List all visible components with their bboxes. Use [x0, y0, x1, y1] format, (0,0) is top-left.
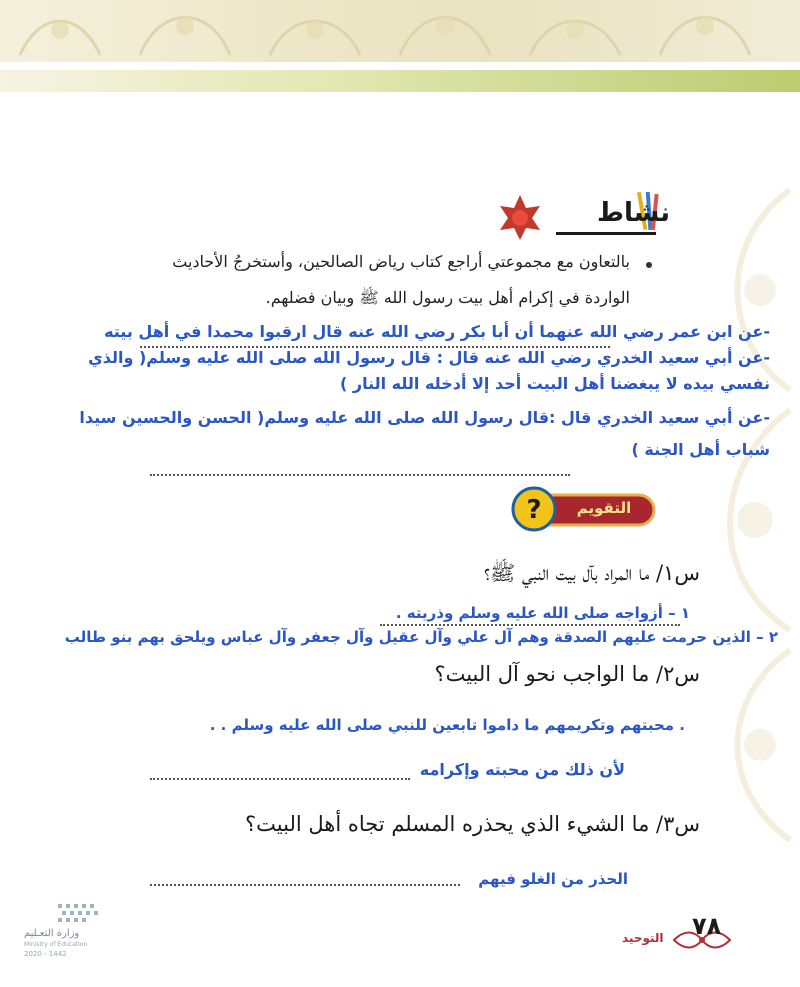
question-3-answer-1: الحذر من الغلو فيهم: [478, 870, 628, 888]
activity-answer-2: -عن أبي سعيد الخدري رضي الله عنه قال : قال رسول الله صلى الله عليه وسلم( والذي: [88, 348, 770, 367]
assessment-badge-label: التقويم: [576, 499, 632, 517]
activity-instruction-line2: الواردة في إكرام أهل بيت رسول الله ﷺ وبيان فضلهم.: [265, 288, 630, 307]
activity-answer-3: نفسي بيده لا يبغضنا أهل البيت أحد إلا أدخله الله النار ): [339, 374, 770, 393]
answer-line: [380, 624, 680, 626]
question-2-answer-1: . محبتهم وتكريمهم ما داموا تابعين للنبي صلى الله عليه وسلم . .: [209, 716, 685, 734]
answer-line: [150, 884, 460, 886]
ministry-name-english: Ministry of Education: [24, 941, 88, 948]
question-2: س٢/ ما الواجب نحو آل البيت؟: [434, 662, 700, 686]
activity-answer-1: -عن ابن عمر رضي الله عنهما أن أبا بكر رضي الله عنه قال ارقبوا محمدا في أهل بيته: [104, 322, 770, 341]
header-floral-pattern: [0, 0, 800, 62]
side-ornament: [680, 150, 800, 850]
question-3: س٣/ ما الشيء الذي يحذره المسلم تجاه أهل البيت؟: [245, 812, 700, 836]
assessment-badge: [510, 485, 658, 533]
activity-answer-4: -عن أبي سعيد الخدري قال :قال رسول الله صلى الله عليه وسلم( الحسن والحسين سيدا: [79, 408, 770, 427]
question-2-answer-2: لأن ذلك من محبته وإكرامه: [419, 760, 625, 779]
question-1: س١/ ما المراد بآل بيت النبي ﷺ؟: [484, 561, 700, 585]
header-green-stripe: [0, 70, 800, 92]
answer-line: [150, 474, 570, 476]
question-1-answer-2: ٢ – الذين حرمت عليهم الصدقة وهم آل علي وآل عقيل وآل جعفر وآل عباس ويلحق بهم بنو طالب: [64, 628, 778, 646]
header-ornament-band: [0, 0, 800, 62]
subject-name: التوحيد: [622, 931, 664, 945]
activity-answer-5: شباب أهل الجنة ): [631, 440, 770, 459]
activity-title: نشاط: [597, 198, 670, 228]
activity-instruction-line1: بالتعاون مع مجموعتي أراجع كتاب رياض الصالحين، وأستخرجُ الأحاديث: [172, 252, 630, 271]
question-1-answer-1: ١ – أزواجه صلى الله عليه وسلم وذريته .: [395, 604, 690, 622]
ministry-name: وزارة التعـليم: [24, 928, 80, 939]
bullet-icon: [646, 262, 652, 268]
ministry-year: 2020 - 1442: [24, 950, 67, 958]
page-number: ٧٨: [692, 912, 722, 940]
svg-text:?: ?: [526, 495, 542, 525]
